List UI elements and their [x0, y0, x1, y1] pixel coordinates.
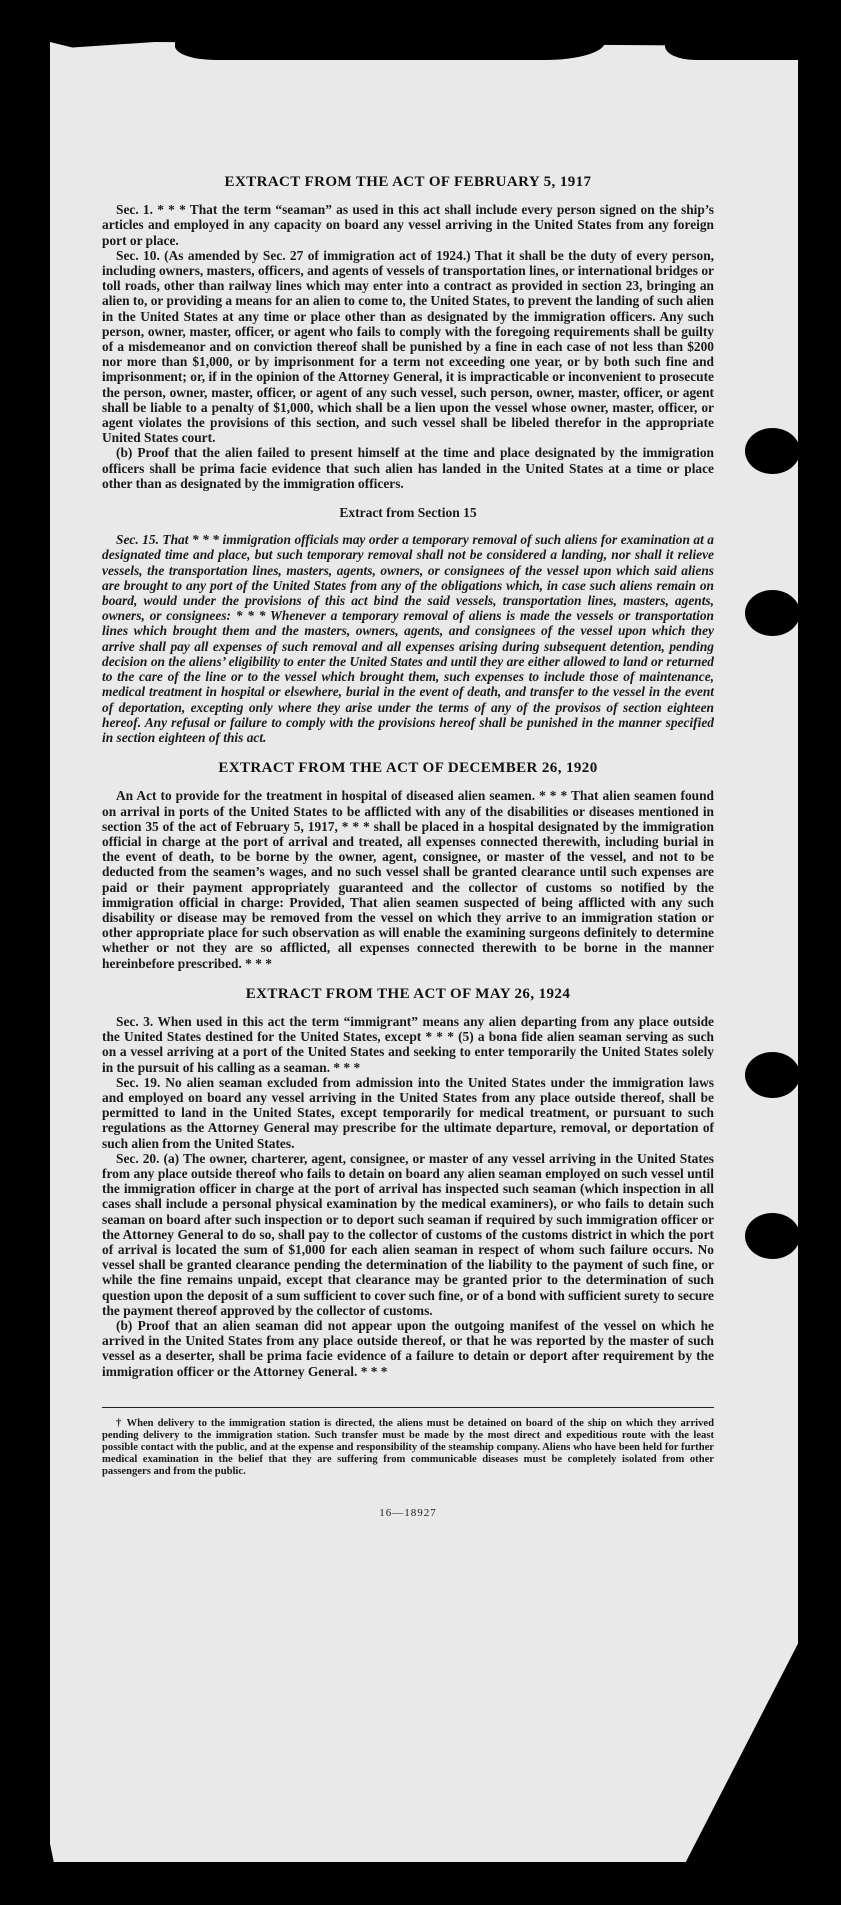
paragraph-1920: An Act to provide for the treatment in hospital of diseased alien seamen. * * * That alien seamen found on arrival in ports of the United States to be afflicted with any of the disabilities or diseases mentioned in section 35 of the act of February 5, 1917, * * * shall be placed in a hospital designated by the immigration official in charge at the port of arrival and treated, all expenses connected therewith, including burial in the event of death, to be borne by the owner, agent, consignee, or master of the vessel, and not to be deducted from the seamen’s wages, and no such vessel shall be granted clearance until such expenses are paid or their payment appropriately guaranteed and the collector of customs so notified by the immigration official in charge: Provided, That alien seamen suspected of being afflicted with any such disability or disease may be removed from the vessel on which they arrive to an immigration station or other appropriate place for such observation as will enable the examining surgeons definitely to determine whether or not they are so afflicted, all expenses connected therewith to be borne in the manner hereinbefore prescribed. * * *: [102, 788, 714, 971]
paragraph-1924-sec20: Sec. 20. (a) The owner, charterer, agent, consignee, or master of any vessel arriving in the United States from any place outside thereof who fails to detain on board any alien seaman employed on such vessel until the immigration officer in charge at the port of arrival has inspected such seaman (which inspection in all cases shall include a personal physical examination by the medical examiners), or who fails to detain such seaman on board after such inspection or to deport such seaman if required by such immigration officer or the Attorney General to do so, shall pay to the collector of customs of the customs district in which the port of arrival is located the sum of $1,000 for each alien seaman in respect of whom such failure occurs. No vessel shall be granted clearance pending the determination of the liability to the payment of such fine, or while the fine remains unpaid, except that clearance may be granted prior to the determination of such question upon the deposit of a sum sufficient to cover such fine, or of a bond with sufficient surety to secure the payment thereof approved by the collector of customs.: [102, 1150, 714, 1318]
torn-edge: [665, 42, 805, 60]
document-body: [102, 175, 714, 1521]
paragraph-1917-b: (b) Proof that the alien failed to present himself at the time and place designated by the immigration officers shall be prima facie evidence that such alien has landed in the United States at a time or place other than as designated by the immigration officers.: [102, 445, 714, 491]
footnote-divider: [102, 1407, 714, 1408]
paragraph-1924-sec19: Sec. 19. No alien seaman excluded from admission into the United States under the immigration laws and employed on board any vessel arriving in the United States from any place outside thereof, shall be permitted to land in the United States, except temporarily for medical treatment, or pursuant to such regulations as the Attorney General may prescribe for the ultimate departure, removal, or deportation of such alien from the United States.: [102, 1074, 714, 1151]
page-code: 16—18927: [379, 1506, 437, 1519]
punch-hole: [745, 590, 800, 636]
paragraph-1924-b: (b) Proof that an alien seaman did not appear upon the outgoing manifest of the vessel on which he arrived in the United States from any place outside thereof, or that he was reported by the master of such vessel as a deserter, shall be prima facie evidence of a failure to detain or deport after requirement by the immigration officer or the Attorney General. * * *: [102, 1318, 714, 1379]
subheading-section-15: Extract from Section 15: [339, 505, 477, 521]
punch-hole: [745, 1213, 800, 1259]
punch-hole: [745, 1052, 800, 1098]
paragraph-1917-sec10: Sec. 10. (As amended by Sec. 27 of immigration act of 1924.) That it shall be the duty of every person, including owners, masters, officers, and agents of vessels of transportation lines, or international bridges or toll roads, other than railway lines which may enter into a contract as provided in section 23, bringing an alien to, or providing a means for an alien to come to, the United States, to prevent the landing of such alien in the United States at any time or place other than as designated by the immigration officers. Any such person, owner, master, officer, or agent who fails to comply with the foregoing requirements shall be guilty of a misdemeanor and on conviction thereof shall be punished by a fine in each case of not less than $200 nor more than $1,000, or by imprisonment for a term not exceeding one year, or by both such fine and imprisonment; or, if in the opinion of the Attorney General, it is impracticable or inconvenient to prosecute the person, owner, master, officer, or agent of any such vessel, such person, owner, master, officer, or agent shall be liable to a penalty of $1,000, which shall be a lien upon the vessel whose owner, master, officer, or agent violates the provisions of this section, and such vessel shall be libeled therefor in the appropriate United States court.: [102, 247, 715, 446]
footnote: † When delivery to the immigration station is directed, the aliens must be detained on board of the ship on which they arrived pending delivery to the immigration station. Such transfer must be made by the most direct and expeditious route with the least possible contact with the public, and at the expense and responsibility of the steamship company. Aliens who have been held for further medical examination in the belief that they are suffering from communicable diseases must be completely isolated from other passengers and from the public.: [102, 1417, 714, 1477]
paragraph-sec15: Sec. 15. That * * * immigration officials may order a temporary removal of such aliens for examination at a designated time and place, but such temporary removal shall not be considered a landing, nor shall it relieve vessels, the transportation lines, masters, agents, owners, or consignees of the vessel upon which said aliens are brought to any port of the United States from any of the obligations which, in case such aliens remain on board, would under the provisions of this act bind the said vessels, transportation lines, masters, agents, owners, or consignees: * * * Whenever a temporary removal of aliens is made the vessels or transportation lines which brought them and the masters, owners, agents, and consignees of the vessel upon which they arrive shall pay all expenses of such removal and all expenses arising during subsequent detention, pending decision on the aliens’ eligibility to enter the United States and until they are either allowed to land or returned to the care of the line or to the vessel which brought them, such expenses to include those of maintenance, medical treatment in hospital or elsewhere, burial in the event of death, and transfer to the vessel in the event of deportation, excepting only where they arise under the terms of any of the provisos of section eighteen hereof. Any refusal or failure to comply with the provisions hereof shall be punished in the manner specified in section eighteen of this act.: [102, 532, 714, 745]
torn-edge: [175, 42, 605, 60]
heading-1924: EXTRACT FROM THE ACT OF MAY 26, 1924: [245, 985, 571, 1002]
paragraph-1924-sec3: Sec. 3. When used in this act the term “immigrant” means any alien departing from any place outside the United States destined for the United States, except * * * (5) a bona fide alien seaman serving as such on a vessel arriving at a port of the United States and seeking to enter temporarily the United States solely in the pursuit of his calling as a seaman. * * *: [102, 1013, 714, 1075]
punch-hole: [745, 428, 800, 474]
heading-1920: EXTRACT FROM THE ACT OF DECEMBER 26, 1920: [218, 760, 598, 777]
paragraph-1917-sec1: Sec. 1. * * * That the term “seaman” as used in this act shall include every person signed on the ship’s articles and employed in any capacity on board any vessel arriving in the United States from any foreign port or place.: [102, 202, 714, 248]
heading-1917: EXTRACT FROM THE ACT OF FEBRUARY 5, 1917: [224, 174, 592, 190]
